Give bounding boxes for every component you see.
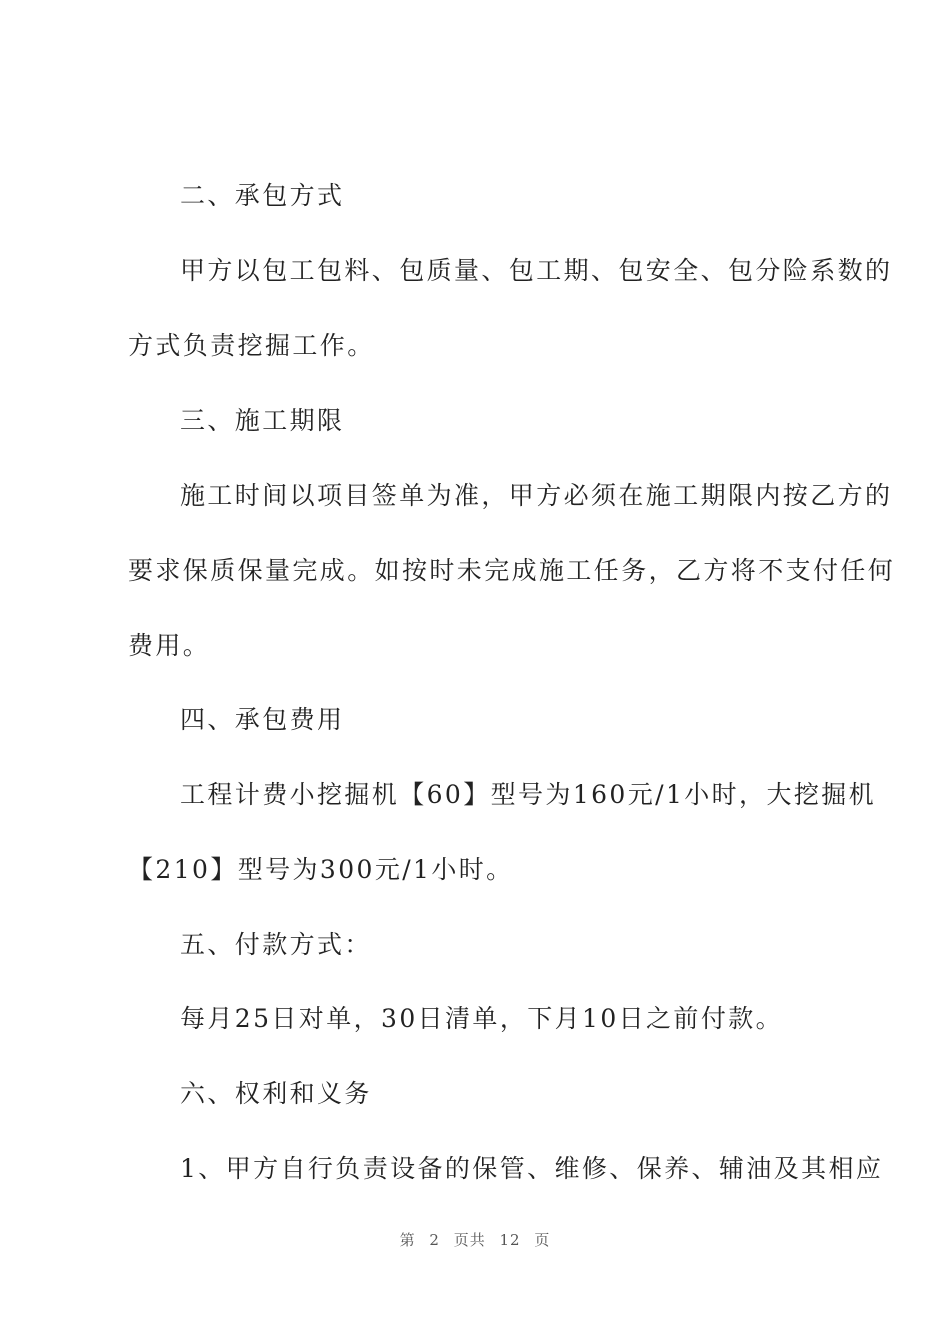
paragraph-line: 【210】型号为300元/1小时。 (128, 855, 514, 884)
paragraph-line: 要求保质保量完成。如按时未完成施工任务，乙方将不支付任何 (128, 556, 896, 585)
page-number-footer: 第 2 页共 12 页 (399, 1231, 551, 1249)
paragraph-line: 1、甲方自行负责设备的保管、维修、保养、辅油及其相应 (180, 1154, 884, 1183)
section-heading-rights-obligations: 六、权利和义务 (180, 1079, 372, 1108)
paragraph-line: 施工时间以项目签单为准，甲方必须在施工期限内按乙方的 (180, 481, 893, 510)
paragraph-line: 方式负责挖掘工作。 (128, 331, 375, 360)
section-heading-contract-fees: 四、承包费用 (180, 705, 345, 734)
paragraph-line: 甲方以包工包料、包质量、包工期、包安全、包分险系数的 (180, 256, 893, 285)
section-heading-construction-period: 三、施工期限 (180, 406, 345, 435)
section-heading-payment-method: 五、付款方式： (180, 930, 372, 959)
section-heading-contract-method: 二、承包方式 (180, 181, 345, 210)
paragraph-line: 工程计费小挖掘机【60】型号为160元/1小时，大挖掘机 (180, 780, 877, 809)
paragraph-line: 每月25日对单，30日清单，下月10日之前付款。 (180, 1004, 784, 1033)
paragraph-line: 费用。 (128, 631, 211, 660)
